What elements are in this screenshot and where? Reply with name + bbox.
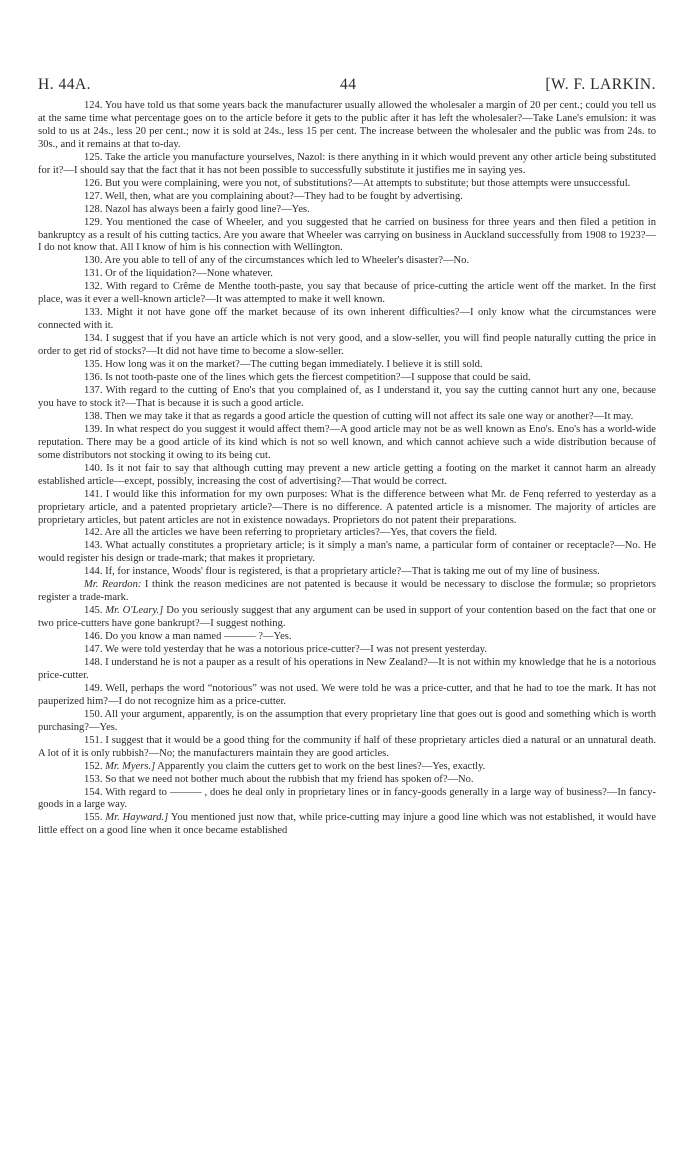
transcript-paragraph — [38, 255, 656, 268]
question-number: 155. — [84, 812, 106, 824]
paragraph-text: 146. Do you know a man named ——— ?—Yes. — [84, 631, 292, 643]
transcript-paragraph — [38, 527, 656, 540]
paragraph-text: 126. But you were complaining, were you not, of substitutions?—At attempts to substitute; but those attempts were unsuccessful. — [84, 177, 631, 189]
transcript-paragraph — [38, 463, 656, 489]
transcript-paragraph — [38, 540, 656, 566]
transcript-paragraph — [38, 359, 656, 372]
paragraph-text: 125. Take the article you manufacture yourselves, Nazol: is there anything in it which would prevent any other article being substituted for it?—I should say that the fact that it has not been possible to successfully substitute it justifies me in saying yes. — [38, 151, 656, 176]
transcript-paragraph — [38, 579, 656, 605]
paragraph-text: 136. Is not tooth-paste one of the lines which gets the fiercest competition?—I suppose that could be said. — [84, 372, 531, 384]
paragraph-text: 127. Well, then, what are you complaining about?—They had to be fought by advertising. — [84, 190, 463, 202]
paragraph-text: 130. Are you able to tell of any of the circumstances which led to Wheeler's disaster?—No. — [84, 255, 470, 267]
transcript-paragraph — [38, 281, 656, 307]
speaker-name: Mr. Hayward.] — [105, 812, 169, 824]
transcript-paragraph — [38, 709, 656, 735]
paragraph-text: Do you seriously suggest that any argument can be used in support of your contention based on the fact that one or two price-cutters have gone bankrupt?—I suggest nothing. — [38, 605, 657, 630]
paragraph-text: Apparently you claim the cutters get to work on the best lines?—Yes, exactly. — [155, 760, 486, 772]
paragraph-text: 131. Or of the liquidation?—None whatever. — [84, 268, 273, 280]
paragraph-text: You mentioned just now that, while price-cutting may injure a good line which was not established, it would have little effect on a good line when it once became established — [38, 812, 656, 837]
paragraph-text: 147. We were told yesterday that he was a notorious price-cutter?—I was not present yesterday. — [84, 644, 488, 656]
paragraph-text: 135. How long was it on the market?—The cutting began immediately. I believe it is still sold. — [84, 359, 483, 371]
report-code: H. 44A. — [38, 76, 92, 93]
paragraph-text: 150. All your argument, apparently, is on the assumption that every proprietary line that goes out is good and something which is worth purchasing?—Yes. — [38, 708, 656, 733]
transcript-paragraph — [38, 385, 656, 411]
transcript-body — [38, 100, 656, 838]
paragraph-text: 149. Well, perhaps the word “notorious” was not used. We were told he was a price-cutter, and that he had to toe the mark. It has not pauperized him?—I do not recognize him as a price-cutter. — [38, 682, 656, 707]
question-number: 145. — [84, 605, 106, 617]
transcript-paragraph — [38, 631, 656, 644]
paragraph-text: 132. With regard to Crême de Menthe tooth-paste, you say that because of price-cutting the article went off the market. In the first place, was it ever a well-known article?—It was attempted to make it well known. — [38, 281, 656, 306]
paragraph-text: I think the reason medicines are not patented is because it would be necessary to disclose the formulæ; so proprietors register a trade-mark. — [38, 579, 657, 604]
paragraph-text: 144. If, for instance, Woods' flour is registered, is that a proprietary article?—That is taking me out of my line of business. — [84, 566, 600, 578]
paragraph-text: 129. You mentioned the case of Wheeler, and you suggested that he carried on business for three years and then filed a petition in bankruptcy as a result of his cutting tactics. Are you aware that Wheeler was carrying on business in Auckland successfully from 1908 to 1923?—I do not know that. All I know of him is his connection with Wellington. — [38, 216, 656, 254]
transcript-paragraph — [38, 333, 656, 359]
transcript-paragraph — [38, 178, 656, 191]
paragraph-text: 153. So that we need not bother much about the rubbish that my friend has spoken of?—No. — [84, 773, 474, 785]
transcript-paragraph — [38, 787, 656, 813]
transcript-paragraph — [38, 644, 656, 657]
transcript-paragraph — [38, 307, 656, 333]
transcript-paragraph — [38, 372, 656, 385]
paragraph-text: 142. Are all the articles we have been referring to proprietary articles?—Yes, that covers the field. — [84, 527, 498, 539]
paragraph-text: 128. Nazol has always been a fairly good line?—Yes. — [84, 203, 310, 215]
paragraph-text: 151. I suggest that it would be a good thing for the community if half of these proprietary articles died a natural or an unnatural death. A lot of it is only rubbish?—No; the manufacturers maintain they are good articles. — [38, 734, 656, 759]
transcript-paragraph — [38, 812, 656, 838]
page-number: 44 — [340, 76, 357, 93]
transcript-paragraph — [38, 100, 656, 152]
question-number: 152. — [84, 760, 106, 772]
paragraph-text: 139. In what respect do you suggest it would affect them?—A good article may not be as well known as Eno's. Eno's has a world-wide reputation. There may be a good article of its kind which is not so well known, and which cannot achieve such a wide distribution because of some distributors not stocking it owing to its being cut. — [38, 423, 656, 461]
paragraph-text: 134. I suggest that if you have an article which is not very good, and a slow-seller, you will find people naturally cutting the price in order to get rid of stocks?—It did not have time to become a slow-seller. — [38, 333, 656, 358]
speaker-name: Mr. O'Leary.] — [105, 605, 164, 617]
paragraph-text: 140. Is it not fair to say that although cutting may prevent a new article getting a footing on the market it cannot harm an already established article—except, possibly, increasing the cost of advertising?—That would be correct. — [38, 462, 656, 487]
transcript-paragraph — [38, 424, 656, 463]
page-header — [38, 76, 656, 94]
speaker-name: Mr. Reardon: — [84, 579, 142, 591]
transcript-paragraph — [38, 191, 656, 204]
paragraph-text: 141. I would like this information for my own purposes: What is the difference between what Mr. de Fenq referred to yesterday as a proprietary article, and a patented proprietary article?—There is no difference. A patented article is a misnomer. The majority of articles are proprietary articles, but patent articles are not in existence nowadays. Proprietors do not patent their preparations. — [38, 488, 656, 526]
transcript-paragraph — [38, 683, 656, 709]
transcript-paragraph — [38, 204, 656, 217]
transcript-paragraph — [38, 217, 656, 256]
transcript-paragraph — [38, 411, 656, 424]
transcript-paragraph — [38, 152, 656, 178]
witness-name: [W. F. LARKIN. — [545, 76, 656, 93]
speaker-name: Mr. Myers.] — [105, 760, 156, 772]
paragraph-text: 143. What actually constitutes a proprietary article; is it simply a man's name, a particular form of container or receptacle?—No. He would register his design or trade-mark; that makes it proprietary. — [38, 540, 656, 565]
transcript-paragraph — [38, 268, 656, 281]
transcript-paragraph — [38, 657, 656, 683]
transcript-paragraph — [38, 489, 656, 528]
paragraph-text: 124. You have told us that some years back the manufacturer usually allowed the wholesaler a margin of 20 per cent.; could you tell us at the same time what percentage goes on to the article before it gets to the public after it has left the wholesaler?—Take Lane's emulsion: it was sold to us at 24s., less 20 per cent.; now it is sold at 24s., less 15 per cent. The increase between the wholesaler and the public was from 24s. to 30s., and it remains at that to-day. — [38, 100, 656, 150]
paragraph-text: 148. I understand he is not a pauper as a result of his operations in New Zealand?—It is not within my knowledge that he is a notorious price-cutter. — [38, 656, 656, 681]
paragraph-text: 154. With regard to ——— , does he deal only in proprietary lines or in fancy-goods generally in a large way of business?—In fancy-goods in a large way. — [38, 786, 656, 811]
transcript-paragraph — [38, 761, 656, 774]
transcript-paragraph — [38, 735, 656, 761]
transcript-paragraph — [38, 774, 656, 787]
paragraph-text: 137. With regard to the cutting of Eno's that you complained of, as I understand it, you say the cutting cannot hurt any one, because you have to stock it?—That is because it is such a good article. — [38, 384, 656, 409]
transcript-paragraph — [38, 605, 656, 631]
paragraph-text: 138. Then we may take it that as regards a good article the question of cutting will not affect its sale one way or another?—It may. — [84, 410, 634, 422]
transcript-paragraph — [38, 566, 656, 579]
paragraph-text: 133. Might it not have gone off the market because of its own inherent difficulties?—I only know what the circumstances were connected with it. — [38, 307, 656, 332]
